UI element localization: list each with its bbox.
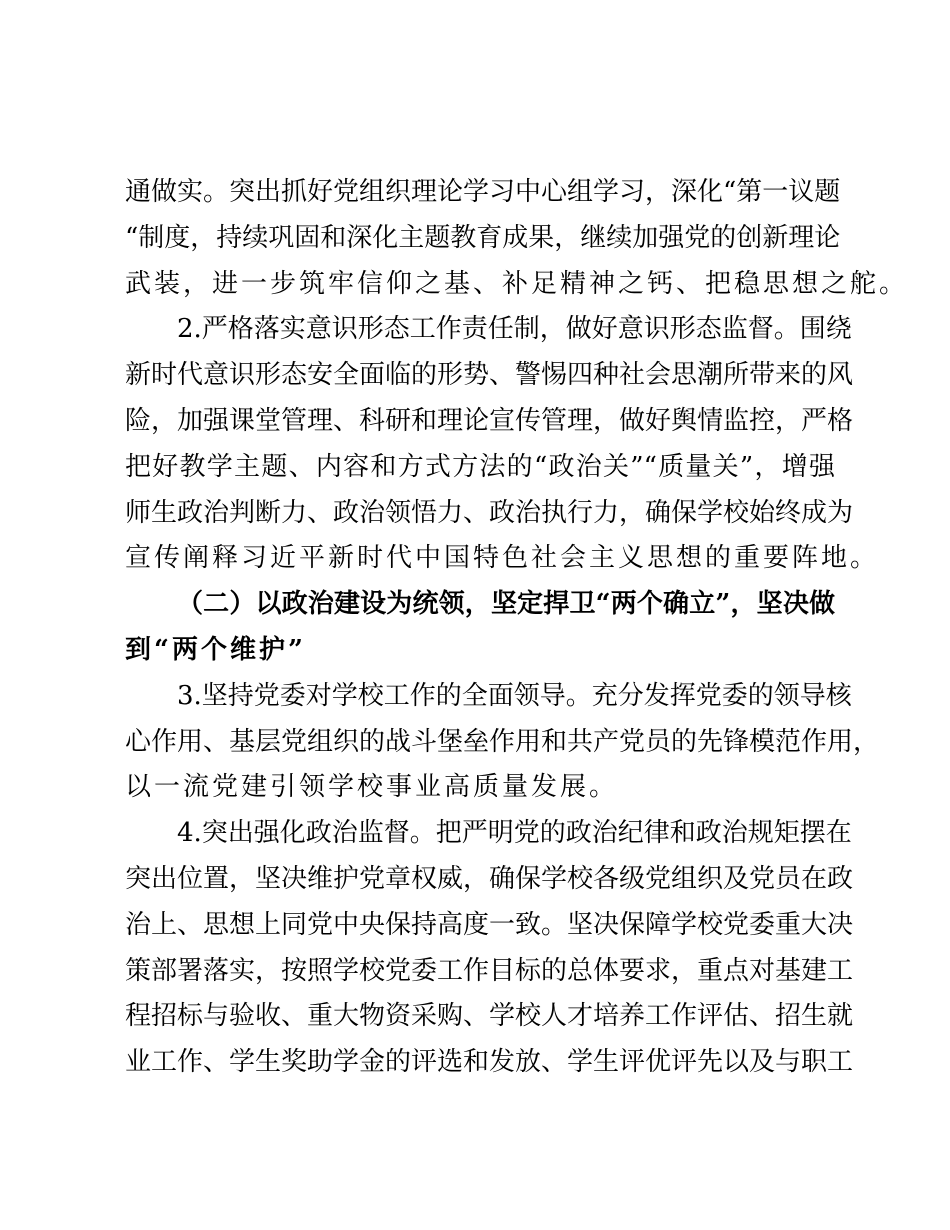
- text-line: 通做实。突出抓好党组织理论学习中心组学习，深化“第一议题: [125, 177, 841, 207]
- text-line: 程招标与验收、重大物资采购、学校人才培养工作评估、招生就: [125, 1001, 854, 1032]
- text-line: 宣传阐释习近平新时代中国特色社会主义思想的重要阵地。: [125, 543, 880, 574]
- text-line: 心作用、基层党组织的战斗堡垒作用和共产党员的先锋模范作用，: [125, 726, 880, 757]
- text-line: 师生政治判断力、政治领悟力、政治执行力，确保学校始终成为: [125, 497, 854, 528]
- text-line: 治上、思想上同党中央保持高度一致。坚决保障学校党委重大决: [125, 909, 854, 940]
- section-heading: [125, 582, 835, 674]
- text-line: 以一流党建引领学校事业高质量发展。: [125, 772, 619, 803]
- text-line: 把好教学主题、内容和方式方法的“政治关”“质量关”，增强: [125, 451, 835, 482]
- text-line: 业工作、学生奖助学金的评选和发放、学生评优评先以及与职工: [125, 1047, 854, 1078]
- heading-line: 到“两个维护”: [125, 634, 306, 665]
- text-line: 险，加强课堂管理、科研和理论宣传管理，做好舆情监控，严格: [125, 405, 854, 436]
- text-line: 3.坚持党委对学校工作的全面领导。充分发挥党委的领导核: [177, 680, 852, 711]
- paragraph-continuation: [125, 170, 909, 307]
- paragraph-item-3: [125, 674, 880, 811]
- text-line: “制度，持续巩固和深化主题教育成果，继续加强党的创新理论: [125, 222, 841, 253]
- text-line: 新时代意识形态安全面临的形势、警惕四种社会思潮所带来的风: [125, 360, 854, 391]
- text-line: 策部署落实，按照学校党委工作目标的总体要求，重点对基建工: [125, 955, 854, 986]
- paragraph-item-4: [125, 811, 854, 1086]
- heading-line: （二）以政治建设为统领，坚定捍卫“两个确立”，坚决做: [177, 589, 835, 620]
- document-body: [125, 170, 909, 1086]
- paragraph-item-2: [125, 307, 880, 582]
- text-line: 4.突出强化政治监督。把严明党的政治纪律和政治规矩摆在: [177, 818, 852, 849]
- text-line: 2.严格落实意识形态工作责任制，做好意识形态监督。围绕: [177, 314, 852, 345]
- text-line: 突出位置，坚决维护党章权威，确保学校各级党组织及党员在政: [125, 863, 854, 894]
- text-line: 武装，进一步筑牢信仰之基、补足精神之钙、把稳思想之舵。: [125, 268, 909, 299]
